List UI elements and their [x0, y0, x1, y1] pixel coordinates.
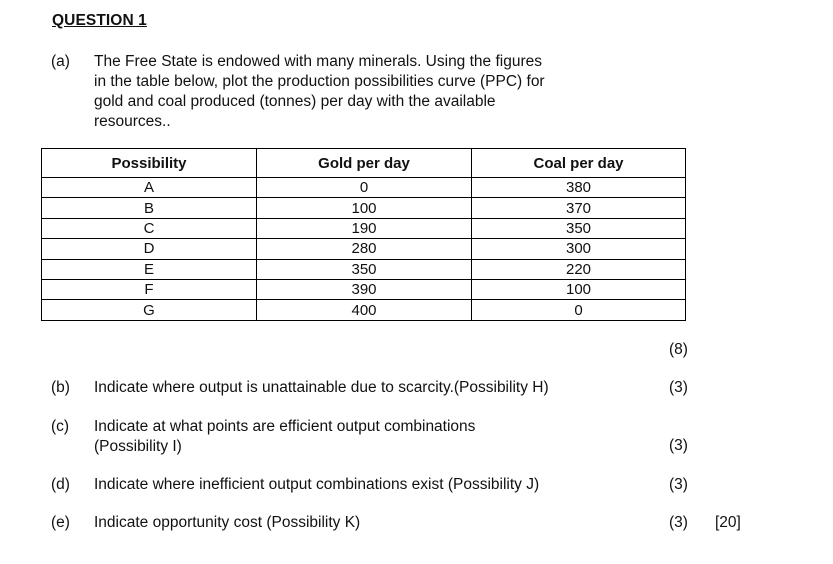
ppc-data-table — [41, 148, 686, 321]
part-a-label: (a) — [51, 53, 70, 70]
part-b-label: (b) — [51, 379, 70, 396]
part-c-line: Indicate at what points are efficient output combinations — [94, 418, 476, 435]
total-marks: [20] — [715, 514, 741, 531]
part-b-text: Indicate where output is unattainable due to scarcity.(Possibility H) — [94, 379, 549, 396]
table-row — [42, 218, 686, 238]
cell-gold: 280 — [257, 239, 472, 259]
part-a-line: in the table below, plot the production possibilities curve (PPC) for — [94, 73, 545, 90]
table-header-row — [42, 149, 686, 178]
part-c-marks: (3) — [669, 437, 688, 454]
cell-coal: 0 — [472, 300, 686, 320]
part-a-line: gold and coal produced (tonnes) per day with the available — [94, 93, 496, 110]
part-e-marks: (3) — [669, 514, 688, 531]
cell-coal: 370 — [472, 198, 686, 218]
cell-coal: 350 — [472, 218, 686, 238]
cell-coal: 380 — [472, 178, 686, 198]
cell-gold: 190 — [257, 218, 472, 238]
part-e-text: Indicate opportunity cost (Possibility K) — [94, 514, 361, 531]
part-a-text — [94, 52, 594, 132]
part-e-label: (e) — [51, 514, 70, 531]
table-row — [42, 259, 686, 279]
cell-gold: 390 — [257, 279, 472, 299]
table-row — [42, 279, 686, 299]
part-d-marks: (3) — [669, 476, 688, 493]
cell-gold: 350 — [257, 259, 472, 279]
cell-possibility: C — [42, 218, 257, 238]
part-c-label: (c) — [51, 418, 70, 435]
cell-coal: 100 — [472, 279, 686, 299]
part-d-text: Indicate where inefficient output combinations exist (Possibility J) — [94, 476, 540, 493]
cell-possibility: F — [42, 279, 257, 299]
header-coal: Coal per day — [472, 149, 686, 178]
part-d-label: (d) — [51, 476, 70, 493]
cell-gold: 400 — [257, 300, 472, 320]
header-possibility: Possibility — [42, 149, 257, 178]
question-heading: QUESTION 1 — [52, 12, 147, 29]
part-c-text — [94, 417, 475, 457]
part-b-marks: (3) — [669, 379, 688, 396]
table-row — [42, 198, 686, 218]
cell-possibility: A — [42, 178, 257, 198]
cell-possibility: B — [42, 198, 257, 218]
cell-coal: 220 — [472, 259, 686, 279]
table-row — [42, 178, 686, 198]
cell-possibility: E — [42, 259, 257, 279]
part-a-line: resources.. — [94, 113, 171, 130]
cell-coal: 300 — [472, 239, 686, 259]
part-a-line: The Free State is endowed with many minerals. Using the figures — [94, 53, 542, 70]
part-a-marks: (8) — [669, 341, 688, 358]
header-gold: Gold per day — [257, 149, 472, 178]
cell-gold: 0 — [257, 178, 472, 198]
part-c-line: (Possibility I) — [94, 438, 182, 455]
table-row — [42, 300, 686, 320]
table-row — [42, 239, 686, 259]
cell-gold: 100 — [257, 198, 472, 218]
cell-possibility: D — [42, 239, 257, 259]
cell-possibility: G — [42, 300, 257, 320]
